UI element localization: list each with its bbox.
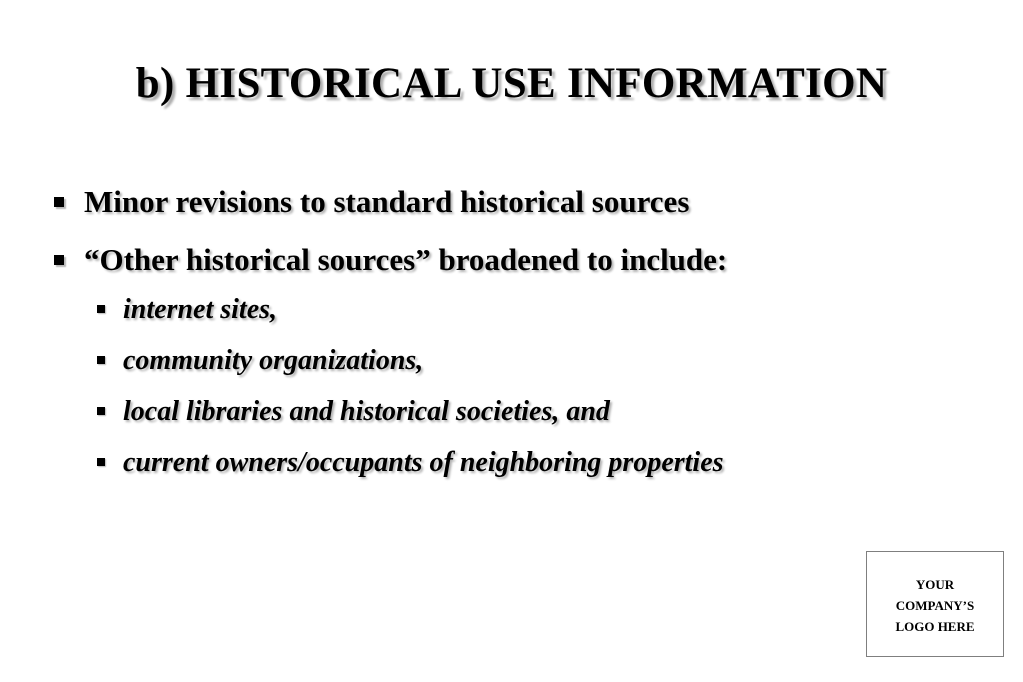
sub-bullet-item bbox=[50, 290, 870, 330]
logo-line: YOUR bbox=[915, 576, 955, 592]
logo-line: LOGO HERE bbox=[895, 618, 975, 634]
square-bullet-icon bbox=[97, 356, 105, 364]
sub-bullet-item bbox=[50, 392, 870, 432]
square-bullet-icon bbox=[97, 407, 105, 415]
square-bullet-icon bbox=[97, 305, 105, 313]
bullet-text: Minor revisions to standard historical sources bbox=[84, 184, 690, 219]
sub-bullet-text: local libraries and historical societies, and bbox=[123, 396, 610, 427]
sub-bullet-list bbox=[50, 290, 870, 483]
bullet-item bbox=[50, 238, 870, 483]
sub-bullet-item bbox=[50, 341, 870, 381]
square-bullet-icon bbox=[54, 255, 64, 265]
logo-placeholder-text bbox=[895, 572, 974, 637]
bullet-text: “Other historical sources” broadened to include: bbox=[84, 242, 728, 277]
sub-bullet-text: community organizations, bbox=[123, 345, 424, 376]
logo-line: COMPANY’S bbox=[895, 597, 975, 613]
square-bullet-icon bbox=[97, 458, 105, 466]
bullet-list bbox=[50, 180, 870, 497]
sub-bullet-item bbox=[50, 443, 823, 483]
sub-bullet-text: current owners/occupants of neighboring properties bbox=[123, 447, 724, 478]
company-logo-placeholder bbox=[866, 551, 1004, 657]
square-bullet-icon bbox=[54, 197, 64, 207]
bullet-item bbox=[50, 180, 870, 224]
slide-title: b) HISTORICAL USE INFORMATION bbox=[135, 60, 888, 107]
sub-bullet-text: internet sites, bbox=[123, 294, 278, 325]
